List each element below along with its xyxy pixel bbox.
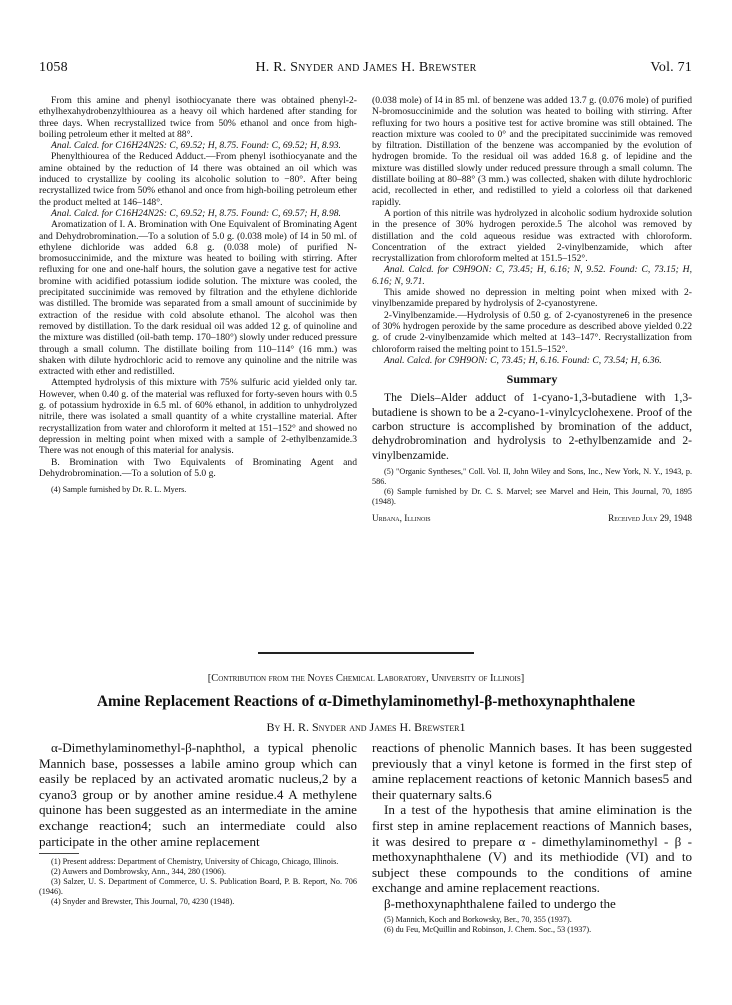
paragraph: This amide showed no depression in melting point when mixed with 2-vinylbenzamide prepared by hydrolysis of 2-cyanostyrene. [372,287,692,310]
right-column [372,95,692,523]
footnote: (5) "Organic Syntheses," Coll. Vol. II, John Wiley and Sons, Inc., New York, N. Y., 1943, p. 586. [372,467,692,487]
signature-line [372,513,692,523]
paragraph: (0.038 mole) of I4 in 85 ml. of benzene was added 13.7 g. (0.076 mole) of purified N-bromosuccinimide and the solution was heated to boiling with stirring. After refluxing for two hours a positive test for active bromine was still obtained. The reaction mixture was cooled to 0° and the precipitated succinimide was removed by filtration. Distillation of the benzene was accompanied by the evolution of hydrogen bromide. To the residual oil was added 16.8 g. of lepidine and the mixture was distilled slowly under reduced pressure through a small column. The distillate boiling at 80–88° (3 mm.) was collected, shaken with dilute hydrochloric acid, recollected in ether, and redistilled to yield a colorless oil that darkened rapidly. [372,95,692,208]
footnote: (4) Snyder and Brewster, This Journal, 70, 4230 (1948). [51,897,235,907]
paragraph: In a test of the hypothesis that amine elimination is the first step in amine replacement reactions of Mannich bases, it was desired to prepare α - dimethylaminomethyl - β - methoxynaphthalene (V) and its methiodide (VI) and to subject these compounds to the conditions of amine exchange and amine replacement reactions. [372,802,692,896]
volume-label: Vol. 71 [650,60,692,75]
footnote-rule [39,853,79,854]
byline: By H. R. Snyder and James H. Brewster1 [266,720,466,734]
footnote: (2) Auwers and Dombrowsky, Ann., 344, 280 (1906). [51,867,227,877]
analysis-line: Anal. Calcd. for C16H24N2S: C, 69.52; H, 8.75. Found: C, 69.52; H, 8.93. [51,140,341,152]
paragraph: α-Dimethylaminomethyl-β-naphthol, a typical phenolic Mannich base, possesses a labile amino group which can easily be replaced by an activated aromatic nucleus,2 by a cyano3 group or by another amine residue.4 A methylene quinone has been suggested as an intermediate in the amine exchange reaction4; such an intermediate could also participate in the other amine replacement [39,740,357,849]
article-right-column [372,740,692,935]
paragraph: A portion of this nitrile was hydrolyzed in alcoholic sodium hydroxide solution in the presence of 30% hydrogen peroxide.5 The alcohol was removed by distillation and the cold aqueous residue was extracted with chloroform. Concentration of the extract yielded 2-vinylbenzamide, which after recrystallization from chloroform melted at 151.5–152°. [372,207,692,265]
received-date: Received July 29, 1948 [608,513,692,524]
footnote: (5) Mannich, Koch and Borkowsky, Ber., 70, 355 (1937). [384,914,572,924]
place-label: Urbana, Illinois [372,513,431,524]
paragraph: Attempted hydrolysis of this mixture with 75% sulfuric acid yielded only tar. However, when 0.40 g. of the material was refluxed for forty-seven hours with 0.5 g. of potassium hydroxide in 6.5 ml. of 60% ethanol, in addition to unhydrolyzed nitrile, there was isolated a small quantity of a white crystalline material. After recrystallization from water and chloroform it melted at 151–152° and showed no depression in melting point when mixed with a sample of 2-ethylbenzamide.3 There was not enough of this material for analysis. [39,377,357,457]
paragraph: 2-Vinylbenzamide.—Hydrolysis of 0.50 g. of 2-cyanostyrene6 in the presence of 30% hydrogen peroxide by the same procedure as described above yielded 0.22 g. of crude 2-vinylbenzamide which melted at 143–147°. Recrystallization from chloroform raised the melting point to 151.5–152°. [372,309,692,355]
article-left-column [39,740,357,907]
paragraph: reactions of phenolic Mannich bases. It has been suggested previously that a vinyl ketone is formed in the first step of amine replacement reactions of ketonic Mannich bases5 and their quaternary salts.6 [372,740,692,802]
article-title: Amine Replacement Reactions of α-Dimethylaminomethyl-β-methoxynaphthalene [96,693,636,710]
contribution-line: [Contribution from the Noyes Chemical Laboratory, University of Illinois] [207,673,525,684]
footnote: (1) Present address: Department of Chemistry, University of Chicago, Chicago, Illinois. [51,857,339,867]
paragraph: Aromatization of I. A. Bromination with One Equivalent of Brominating Agent and Dehydrobromination.—To a solution of 5.0 g. (0.038 mole) of I4 in 50 ml. of ethylene dichloride was added 6.8 g. (0.038 mole) of purified N-bromosuccinimide, and the mixture was heated to boiling with stirring. After refluxing for one and one-half hours, the solution gave a negative test for active bromine with acidified potassium iodide solution. The mixture was cooled, the precipitated succinimide was removed by filtration and the ethylene dichloride was distilled. The bromide was separated from a small amount of succinimide by extraction of the residue with cold absolute ethanol. The alcohol was then removed by distillation. To the dark residual oil was added 12 g. of quinoline and the mixture was distilled (oil-bath temp. 170–180°) slowly under reduced pressure through a small column. The distillate boiling from 110–114° (16 mm.) was shaken with dilute hydrochloric acid to remove any quinoline and the nitrile was extracted with ether and redistilled. [39,219,357,378]
page-number: 1058 [39,60,68,75]
footnote: (4) Sample furnished by Dr. R. L. Myers. [51,485,187,495]
summary-text: The Diels–Alder adduct of 1-cyano-1,3-butadiene with 1,3-butadiene is shown to be a 2-cyano-1-vinylcyclohexene. Proof of the carbon structure is accomplished by bromination of the adduct, dehydrobromination and hydrolysis to 2-ethylbenzamide and 2-vinylbenzamide. [372,391,692,462]
footnote: (6) du Feu, McQuillin and Robinson, J. Chem. Soc., 53 (1937). [384,924,592,934]
running-title: H. R. Snyder and James H. Brewster [255,60,477,75]
analysis-line: Anal. Calcd. for C9H9ON: C, 73.45; H, 6.16; N, 9.52. Found: C, 73.15; H, 6.16; N, 9.71. [372,264,692,287]
summary-heading: Summary [506,372,558,387]
footnote: (3) Salzer, U. S. Department of Commerce, U. S. Publication Board, P. B. Report, No. 706 (1946). [39,877,357,897]
left-column [39,95,357,495]
paragraph: Phenylthiourea of the Reduced Adduct.—From phenyl isothiocyanate and the amine obtained by the reduction of I4 there was obtained an oil which was induced to crystallize by cooling its alcoholic solution to −80°. After being recrystallized twice from 50% ethanol and once from high-boiling petroleum ether the product melted at 146–148°. [39,151,357,208]
article-separator [258,652,474,654]
paragraph: β-methoxynaphthalene failed to undergo the [384,895,616,911]
analysis-line: Anal. Calcd. for C9H9ON: C, 73.45; H, 6.16. Found: C, 73.54; H, 6.36. [384,354,662,366]
paragraph: From this amine and phenyl isothiocyanate there was obtained phenyl-2-ethylhexahydrobenzylthiourea as a heavy oil which hardened after standing for three days. When recrystallized twice from 50% ethanol and once from high-boiling petroleum ether it melted at 88°. [39,95,357,140]
paragraph: B. Bromination with Two Equivalents of Brominating Agent and Dehydrobromination.—To a solution of 5.0 g. [39,456,357,479]
footnote: (6) Sample furnished by Dr. C. S. Marvel; see Marvel and Hein, This Journal, 70, 1895 (1948). [372,487,692,507]
analysis-line: Anal. Calcd. for C16H24N2S: C, 69.52; H, 8.75. Found: C, 69.57; H, 8.98. [51,207,341,219]
